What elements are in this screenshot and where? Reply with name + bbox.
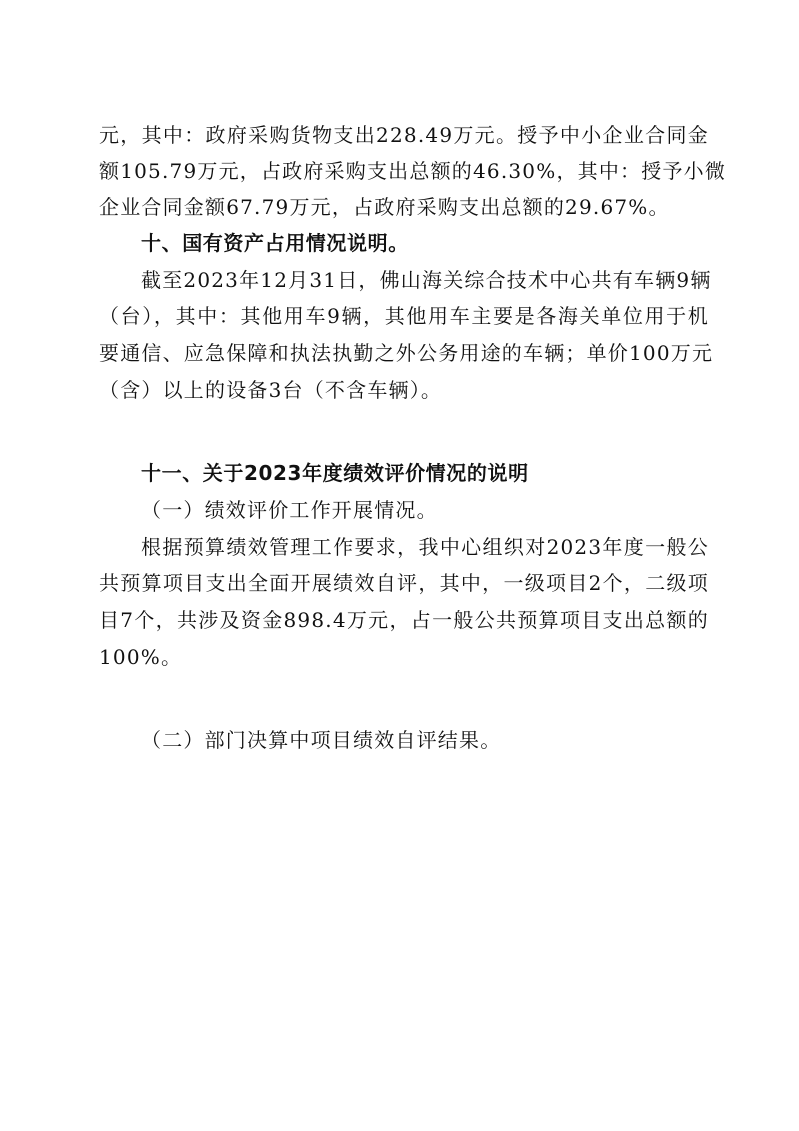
section-11-subheading-2: （二）部门决算中项目绩效自评结果。 [141,728,502,752]
section-10-line-3: 要通信、应急保障和执法执勤之外公务用途的车辆；单价100万元 [99,341,714,365]
section-10-line-1: 截至2023年12月31日，佛山海关综合技术中心共有车辆9辆 [141,268,712,292]
procurement-line-1: 元，其中：政府采购货物支出228.49万元。授予中小企业合同金 [99,123,709,147]
section-10-line-2: （台），其中：其他用车9辆，其他用车主要是各海关单位用于机 [99,304,709,328]
section-11-line-3: 目7个，共涉及资金898.4万元，占一般公共预算项目支出总额的 [99,608,709,632]
procurement-line-2: 额105.79万元，占政府采购支出总额的46.30%，其中：授予小微 [99,159,727,183]
section-11-line-4: 100%。 [99,645,183,669]
procurement-line-3: 企业合同金额67.79万元，占政府采购支出总额的29.67%。 [99,195,670,219]
section-11-heading: 十一、关于2023年度绩效评价情况的说明 [141,461,529,485]
section-11-line-1: 根据预算绩效管理工作要求，我中心组织对2023年度一般公 [141,535,709,559]
section-10-line-4: （含）以上的设备3台（不含车辆）。 [99,378,443,402]
section-10-heading: 十、国有资产占用情况说明。 [141,231,409,255]
section-11-subheading-1: （一）绩效评价工作开展情况。 [141,498,438,522]
section-11-line-2: 共预算项目支出全面开展绩效自评，其中，一级项目2个，二级项 [99,571,709,595]
